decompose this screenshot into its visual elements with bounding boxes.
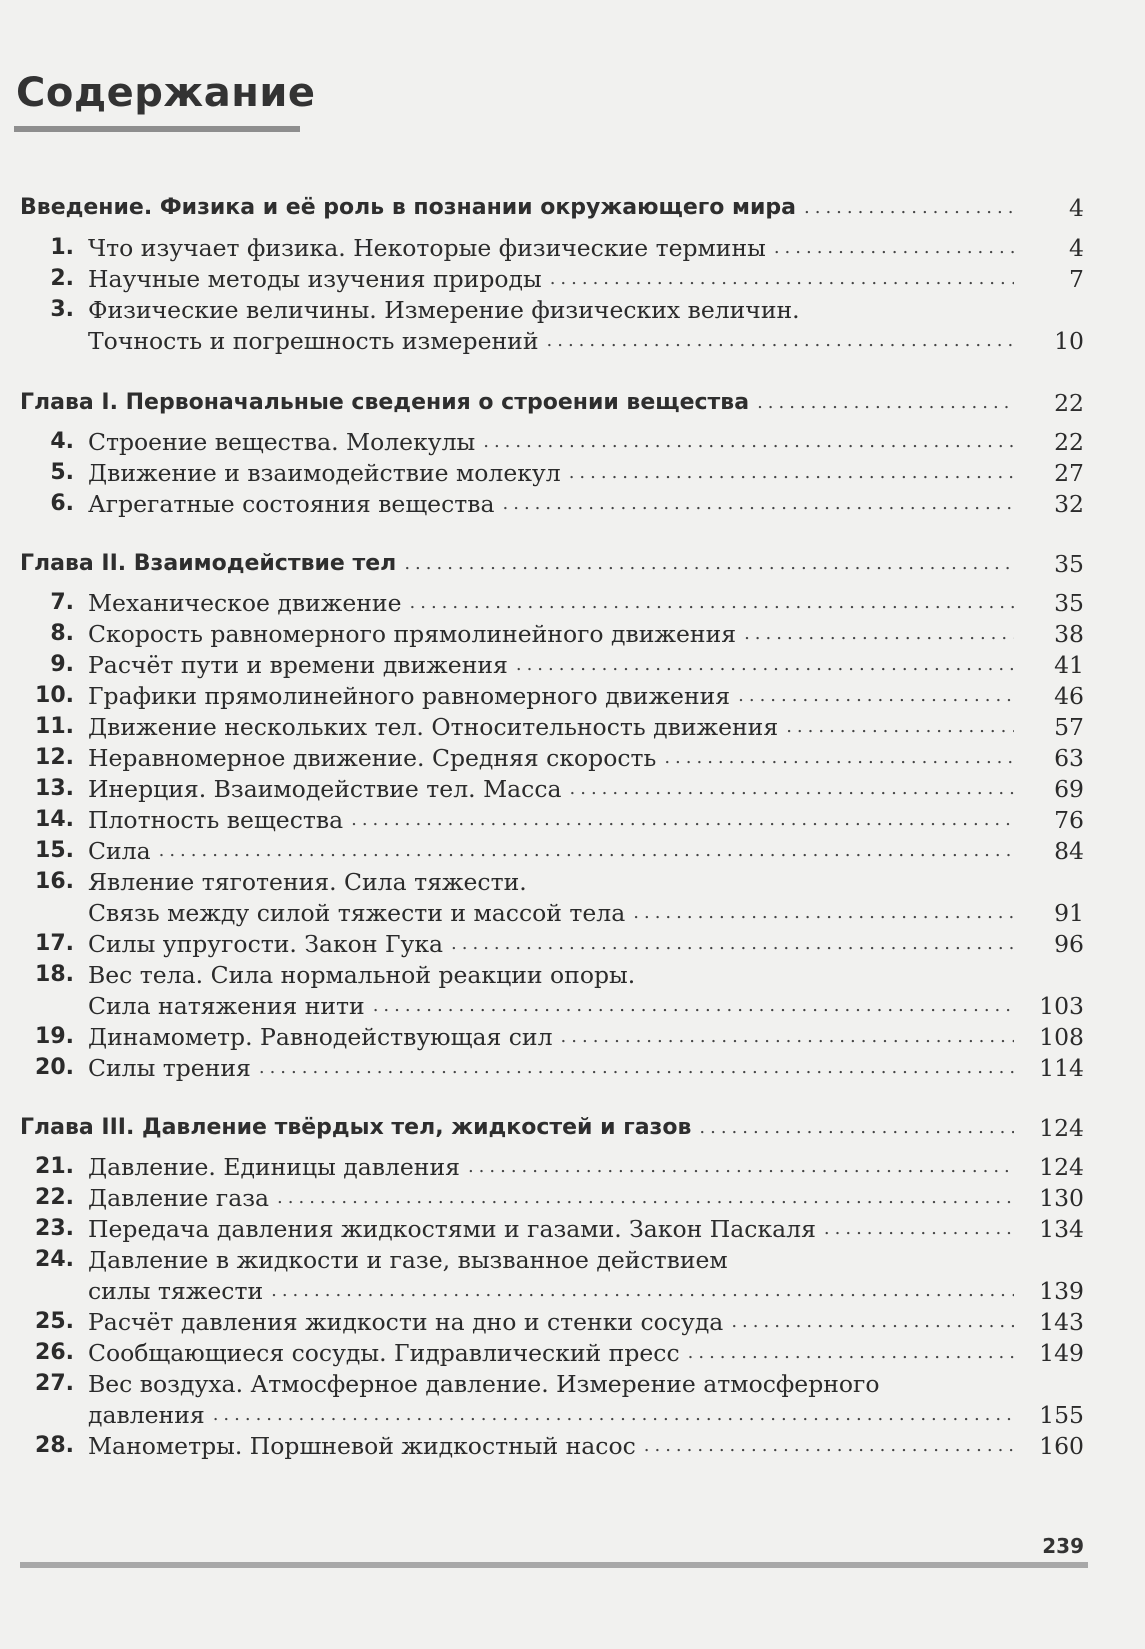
- toc-entry-title: Что изучает физика. Некоторые физические термины: [88, 234, 766, 262]
- toc-entry-number: 15.: [35, 838, 74, 863]
- toc-entry-title: Явление тяготения. Сила тяжести.: [88, 868, 527, 896]
- toc-page-number: 27: [1054, 459, 1084, 487]
- toc-entry: [20, 897, 1084, 929]
- toc-entry-title: Расчёт пути и времени движения: [88, 651, 508, 679]
- toc-page-number: 139: [1039, 1277, 1084, 1305]
- toc-entry-title: Динамометр. Равнодействующая сил: [88, 1023, 553, 1051]
- toc-entry-number: 22.: [35, 1185, 74, 1210]
- dot-leader: [569, 457, 1014, 489]
- toc-entry-title: Манометры. Поршневой жидкостный насос: [88, 1432, 636, 1460]
- toc-entry-title: силы тяжести: [88, 1277, 264, 1305]
- toc-chapter-heading: [20, 192, 1084, 224]
- toc-entry-number: 19.: [35, 1024, 74, 1049]
- toc-entry-number: 2.: [50, 266, 74, 291]
- toc-page-number: 63: [1054, 744, 1084, 772]
- toc-page-number: 155: [1039, 1401, 1084, 1429]
- toc-entry-number: 3.: [50, 297, 74, 322]
- dot-leader: [516, 649, 1014, 681]
- toc-page-number: 108: [1039, 1023, 1084, 1051]
- toc-entry-number: 11.: [35, 714, 74, 739]
- dot-leader: [757, 387, 1014, 419]
- toc-entry-number: 6.: [50, 491, 74, 516]
- toc-entry: [20, 1275, 1084, 1307]
- toc-entry-title: Механическое движение: [88, 589, 402, 617]
- toc-page-number: 149: [1039, 1339, 1084, 1367]
- toc-entry: [20, 587, 1084, 619]
- toc-entry-title: Научные методы изучения природы: [88, 265, 542, 293]
- toc-entry-title: Силы упругости. Закон Гука: [88, 930, 444, 958]
- toc-entry-title: Давление в жидкости и газе, вызванное действием: [88, 1246, 728, 1274]
- toc-page-number: 46: [1054, 682, 1084, 710]
- dot-leader: [410, 587, 1015, 619]
- toc-page-number: 91: [1054, 899, 1084, 927]
- dot-leader: [547, 325, 1015, 357]
- toc-entry-number: 14.: [35, 807, 74, 832]
- toc-entry: [20, 649, 1084, 681]
- toc-chapter-heading: [20, 387, 1084, 419]
- toc-entry: [20, 928, 1084, 960]
- toc-entry-number: 4.: [50, 429, 74, 454]
- dot-leader: [550, 263, 1014, 295]
- toc-entry-number: 23.: [35, 1216, 74, 1241]
- dot-leader: [786, 711, 1014, 743]
- toc-page-number: 41: [1054, 651, 1084, 679]
- toc-entry-number: 20.: [35, 1055, 74, 1080]
- toc-page-number: 22: [1054, 428, 1084, 456]
- toc-entry: [20, 1151, 1084, 1183]
- toc-entry: [20, 325, 1084, 357]
- dot-leader: [159, 835, 1014, 867]
- dot-leader: [699, 1112, 1014, 1144]
- toc-entry-number: 24.: [35, 1247, 74, 1272]
- toc-entry-title: Неравномерное движение. Средняя скорость: [88, 744, 657, 772]
- toc-page-number: 96: [1054, 930, 1084, 958]
- toc-entry-title: Инерция. Взаимодействие тел. Масса: [88, 775, 562, 803]
- toc-entry-number: 26.: [35, 1340, 74, 1365]
- toc-entry-title: Физические величины. Измерение физических величин.: [88, 296, 800, 324]
- toc-entry: [20, 1399, 1084, 1431]
- toc-page-number: 134: [1039, 1215, 1084, 1243]
- toc-entry-title: Скорость равномерного прямолинейного движения: [88, 620, 737, 648]
- toc-entry-number: 27.: [35, 1371, 74, 1396]
- toc-entry: [20, 680, 1084, 712]
- toc-entry-title: Вес воздуха. Атмосферное давление. Измерение атмосферного: [88, 1370, 880, 1398]
- toc-entry: [20, 866, 1084, 898]
- toc-entry-number: 8.: [50, 621, 74, 646]
- toc-entry-title: Вес тела. Сила нормальной реакции опоры.: [88, 961, 636, 989]
- toc-entry: [20, 1244, 1084, 1276]
- toc-entry-title: Плотность вещества: [88, 806, 344, 834]
- footer-rule: [20, 1562, 1088, 1568]
- toc-page-number: 160: [1039, 1432, 1084, 1460]
- toc-entry-title: Сила натяжения нити: [88, 992, 365, 1020]
- toc-entry-title: Агрегатные состояния вещества: [88, 490, 495, 518]
- toc-page-number: 22: [1054, 389, 1084, 417]
- toc-entry-title: Сообщающиеся сосуды. Гидравлический пресс: [88, 1339, 680, 1367]
- page-title: Содержание: [16, 70, 316, 116]
- dot-leader: [351, 804, 1014, 836]
- toc-page-number: 4: [1069, 194, 1084, 222]
- toc-entry: [20, 426, 1084, 458]
- toc-entry: [20, 1430, 1084, 1462]
- dot-leader: [271, 1275, 1014, 1307]
- dot-leader: [633, 897, 1014, 929]
- dot-leader: [503, 488, 1015, 520]
- toc-entry-title: Давление. Единицы давления: [88, 1153, 460, 1181]
- toc-entry-title: Точность и погрешность измерений: [88, 327, 539, 355]
- toc-page-number: 84: [1054, 837, 1084, 865]
- toc-page-number: 7: [1069, 265, 1084, 293]
- toc-entry: [20, 457, 1084, 489]
- dot-leader: [688, 1337, 1014, 1369]
- toc-entry: [20, 294, 1084, 326]
- toc-entry: [20, 1182, 1084, 1214]
- toc-entry-title: Глава I. Первоначальные сведения о строении вещества: [20, 390, 750, 415]
- toc-entry-title: Графики прямолинейного равномерного движения: [88, 682, 731, 710]
- toc-entry: [20, 1306, 1084, 1338]
- toc-entry-title: Движение нескольких тел. Относительность движения: [88, 713, 779, 741]
- toc-page-number: 143: [1039, 1308, 1084, 1336]
- toc-chapter-heading: [20, 1112, 1084, 1144]
- toc-entry-title: Введение. Физика и её роль в познании окружающего мира: [20, 195, 797, 220]
- toc-page-number: 124: [1039, 1153, 1084, 1181]
- toc-entry: [20, 232, 1084, 264]
- dot-leader: [404, 548, 1014, 580]
- toc-entry: [20, 1021, 1084, 1053]
- dot-leader: [570, 773, 1015, 805]
- toc-page-number: 57: [1054, 713, 1084, 741]
- toc-entry-title: Движение и взаимодействие молекул: [88, 459, 561, 487]
- toc-entry-number: 21.: [35, 1154, 74, 1179]
- toc-entry: [20, 618, 1084, 650]
- dot-leader: [483, 426, 1014, 458]
- toc-page-number: 35: [1054, 550, 1084, 578]
- toc-entry-number: 16.: [35, 869, 74, 894]
- toc-entry-title: Строение вещества. Молекулы: [88, 428, 476, 456]
- toc-page-number: 10: [1054, 327, 1084, 355]
- toc-entry: [20, 990, 1084, 1022]
- toc-entry-title: Передача давления жидкостями и газами. Закон Паскаля: [88, 1215, 816, 1243]
- toc-entry-title: Расчёт давления жидкости на дно и стенки сосуда: [88, 1308, 724, 1336]
- toc-page-number: 124: [1039, 1114, 1084, 1142]
- dot-leader: [561, 1021, 1014, 1053]
- dot-leader: [804, 192, 1014, 224]
- toc-entry-title: Давление газа: [88, 1184, 270, 1212]
- toc-entry-number: 1.: [50, 235, 74, 260]
- toc-entry: [20, 1052, 1084, 1084]
- page-number: 239: [1042, 1534, 1084, 1558]
- toc-entry: [20, 1213, 1084, 1245]
- dot-leader: [664, 742, 1014, 774]
- dot-leader: [744, 618, 1014, 650]
- toc-page-number: 69: [1054, 775, 1084, 803]
- toc-entry-number: 7.: [50, 590, 74, 615]
- toc-chapter-heading: [20, 548, 1084, 580]
- toc-entry-number: 12.: [35, 745, 74, 770]
- dot-leader: [259, 1052, 1014, 1084]
- toc-entry-title: Глава III. Давление твёрдых тел, жидкостей и газов: [20, 1115, 692, 1140]
- toc-entry: [20, 773, 1084, 805]
- toc-page-number: 32: [1054, 490, 1084, 518]
- toc-entry: [20, 804, 1084, 836]
- toc-page-number: 76: [1054, 806, 1084, 834]
- toc-entry-number: 25.: [35, 1309, 74, 1334]
- dot-leader: [213, 1399, 1014, 1431]
- dot-leader: [277, 1182, 1014, 1214]
- toc-entry-number: 9.: [50, 652, 74, 677]
- dot-leader: [373, 990, 1014, 1022]
- toc-entry: [20, 711, 1084, 743]
- dot-leader: [644, 1430, 1014, 1462]
- dot-leader: [824, 1213, 1014, 1245]
- toc-entry: [20, 835, 1084, 867]
- dot-leader: [774, 232, 1014, 264]
- toc-entry-number: 5.: [50, 460, 74, 485]
- toc-entry-title: Глава II. Взаимодействие тел: [20, 551, 397, 576]
- toc-page-number: 38: [1054, 620, 1084, 648]
- toc-entry: [20, 263, 1084, 295]
- toc-entry: [20, 1337, 1084, 1369]
- toc-entry-title: давления: [88, 1401, 205, 1429]
- toc-page-number: 35: [1054, 589, 1084, 617]
- toc-entry-number: 18.: [35, 962, 74, 987]
- toc-page-number: 103: [1039, 992, 1084, 1020]
- toc-page-number: 114: [1039, 1054, 1084, 1082]
- dot-leader: [731, 1306, 1014, 1338]
- toc-entry-number: 17.: [35, 931, 74, 956]
- toc-entry-number: 10.: [35, 683, 74, 708]
- toc-page-number: 130: [1039, 1184, 1084, 1212]
- toc-entry: [20, 488, 1084, 520]
- toc-entry-title: Силы трения: [88, 1054, 251, 1082]
- dot-leader: [468, 1151, 1014, 1183]
- toc-entry-title: Связь между силой тяжести и массой тела: [88, 899, 626, 927]
- toc-entry: [20, 1368, 1084, 1400]
- toc-page-number: 4: [1069, 234, 1084, 262]
- dot-leader: [738, 680, 1014, 712]
- dot-leader: [451, 928, 1014, 960]
- title-underline: [14, 126, 300, 132]
- toc-entry-number: 13.: [35, 776, 74, 801]
- toc-entry-title: Сила: [88, 837, 151, 865]
- toc-entry: [20, 959, 1084, 991]
- toc-entry: [20, 742, 1084, 774]
- toc-entry-number: 28.: [35, 1433, 74, 1458]
